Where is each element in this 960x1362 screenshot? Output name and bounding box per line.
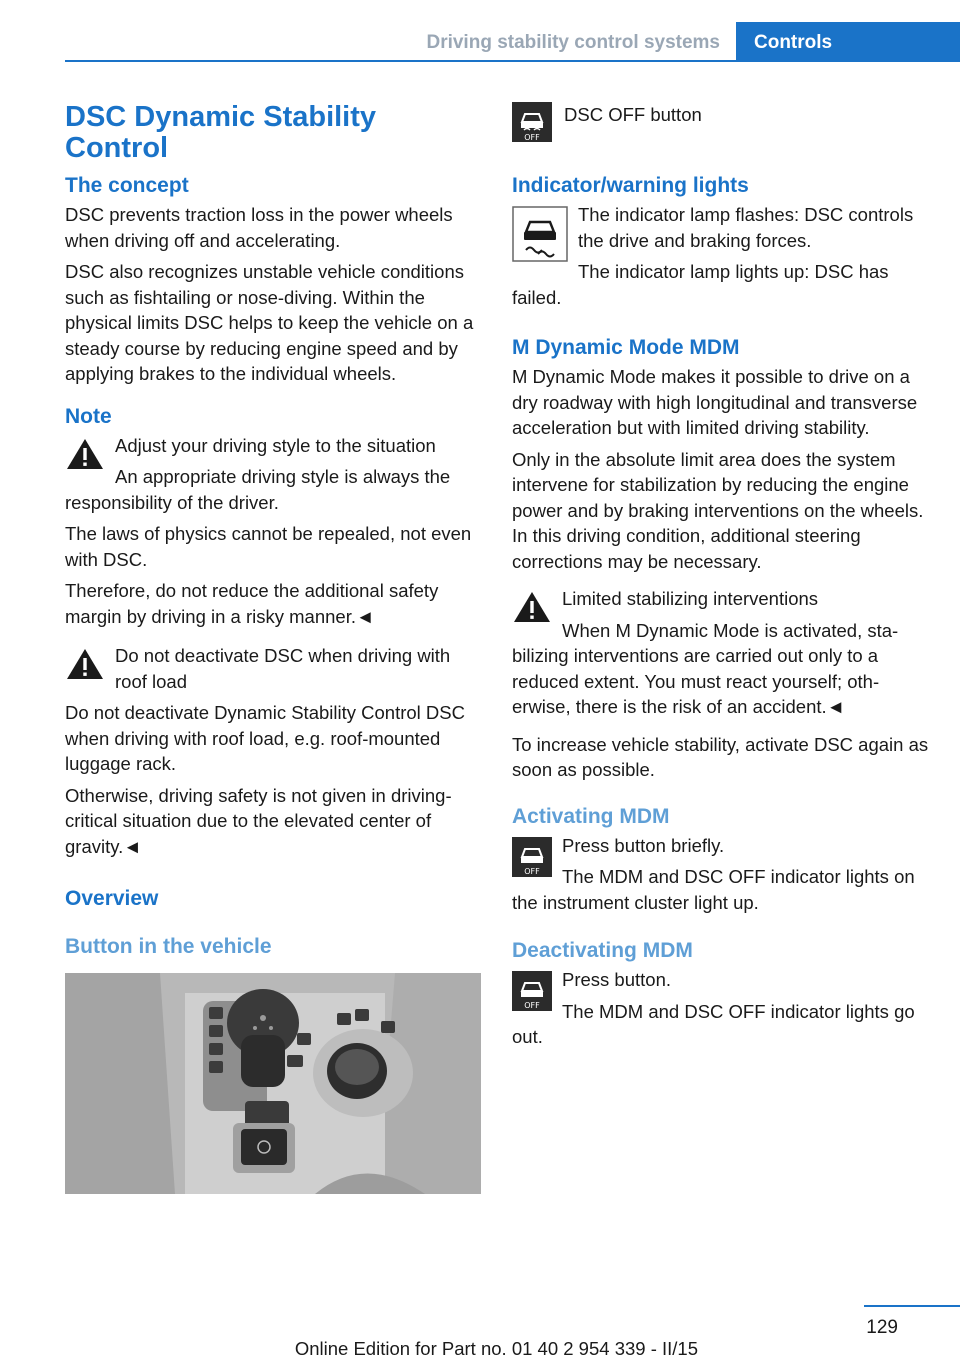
svg-text:OFF: OFF	[524, 133, 540, 142]
warning-title: Limited stabilizing interventions	[562, 588, 819, 609]
warning-text: The laws of physics cannot be repealed, not even with DSC.	[65, 523, 472, 570]
warning-triangle-icon	[65, 647, 105, 681]
page-number: 129	[866, 1317, 898, 1338]
concept-paragraph-2: DSC also recognizes unstable vehicle conditions such as fishtailing or nose-diving. Within the physical limits DSC helps to keep the vehicle on a steady course by reducing engine speed and by applying brakes to the individual wheels.	[65, 261, 474, 384]
svg-text:OFF: OFF	[524, 1001, 540, 1010]
dsc-off-button-icon	[512, 102, 552, 142]
dsc-off-button-icon	[512, 971, 552, 1011]
deactivating-mdm-result: The MDM and DSC OFF indicator lights go out.	[512, 1000, 915, 1047]
edition-note: Online Edition for Part no. 01 40 2 954 339 - II/15	[294, 1338, 698, 1359]
activating-mdm-block	[512, 833, 930, 916]
concept-paragraph-1: DSC prevents traction loss in the power wheels when driving off and accelerating.	[65, 204, 453, 251]
warning-title: Adjust your driving style to the situation	[115, 434, 436, 456]
page-header	[65, 22, 960, 62]
concept-heading: The concept	[65, 174, 189, 197]
dsc-off-button-legend	[512, 102, 930, 146]
warning-text: Otherwise, driving safety is not given in driving-critical situation due to the elevated center of gravity.◄	[65, 784, 452, 857]
right-column	[512, 102, 930, 1056]
indicator-text-flashes: The indicator lamp flashes: DSC controls the drive and braking forces.	[578, 204, 914, 251]
deactivating-mdm-step: Press button.	[562, 969, 672, 990]
mdm-paragraph-3: To increase vehicle stability, activate DSC again as soon as possible.	[512, 733, 929, 780]
mdm-heading: M Dynamic Mode MDM	[512, 336, 740, 359]
warning-block-driving-style	[65, 433, 481, 630]
page-footer	[0, 1305, 960, 1362]
mdm-paragraph-2: Only in the absolute limit area does the system intervene for stabilization by reducing the engine power and by braking interventions on the wheels. In this driving condition, additional steering corrections may be necessary.	[512, 448, 924, 572]
indicator-block	[512, 202, 930, 310]
dsc-off-button-label: DSC OFF button	[564, 104, 702, 125]
svg-text:OFF: OFF	[524, 866, 540, 876]
warning-triangle-icon	[65, 437, 105, 471]
warning-text: Do not deactivate Dynamic Stability Control DSC when driving with roof load, e.g. roof-mounted luggage rack.	[65, 702, 465, 774]
page-title: DSC Dynamic Stability Control	[65, 101, 377, 164]
activating-mdm-heading: Activating MDM	[512, 804, 670, 828]
warning-text: An appropriate driving style is always the responsibility of the driver.	[65, 466, 451, 513]
header-section-title: Driving stability control systems	[426, 32, 720, 53]
indicator-text-lights-up: The indicator lamp lights up: DSC has failed.	[512, 261, 889, 308]
page-number-rule	[864, 1305, 960, 1307]
mdm-paragraph-1: M Dynamic Mode makes it possible to drive on a dry roadway with high longitudinal and transverse acceleration but with limited driving stability.	[512, 366, 918, 438]
activating-mdm-result: The MDM and DSC OFF indicator lights on the instrument cluster light up.	[512, 866, 915, 913]
warning-text: Therefore, do not reduce the additional safety margin by driving in a risky manner.◄	[65, 580, 439, 627]
left-column	[65, 102, 481, 1194]
dsc-indicator-lamp-icon	[512, 206, 568, 262]
overview-heading: Overview	[65, 887, 159, 910]
warning-triangle-icon	[512, 590, 552, 624]
center-console-photo	[65, 973, 481, 1194]
deactivating-mdm-block	[512, 967, 930, 1050]
warning-block-limited-stabilizing	[512, 586, 930, 720]
dsc-off-button-icon	[512, 837, 552, 877]
warning-title: Do not deactivate DSC when driving with roof load	[115, 645, 451, 692]
indicator-heading: Indicator/warning lights	[512, 174, 749, 197]
button-in-vehicle-heading: Button in the vehicle	[65, 935, 272, 958]
warning-text: When M Dynamic Mode is activated, stabilizing interventions are carried out only to a reduced extent. You must react yourself; otherwise, there is the risk of an accident.◄	[512, 619, 899, 717]
deactivating-mdm-heading: Deactivating MDM	[512, 939, 693, 962]
warning-block-roof-load	[65, 643, 481, 859]
header-chapter-tab[interactable]: Controls	[736, 22, 960, 62]
note-heading: Note	[65, 404, 112, 428]
activating-mdm-step: Press button briefly.	[562, 834, 725, 856]
center-console-illustration	[65, 973, 481, 1194]
